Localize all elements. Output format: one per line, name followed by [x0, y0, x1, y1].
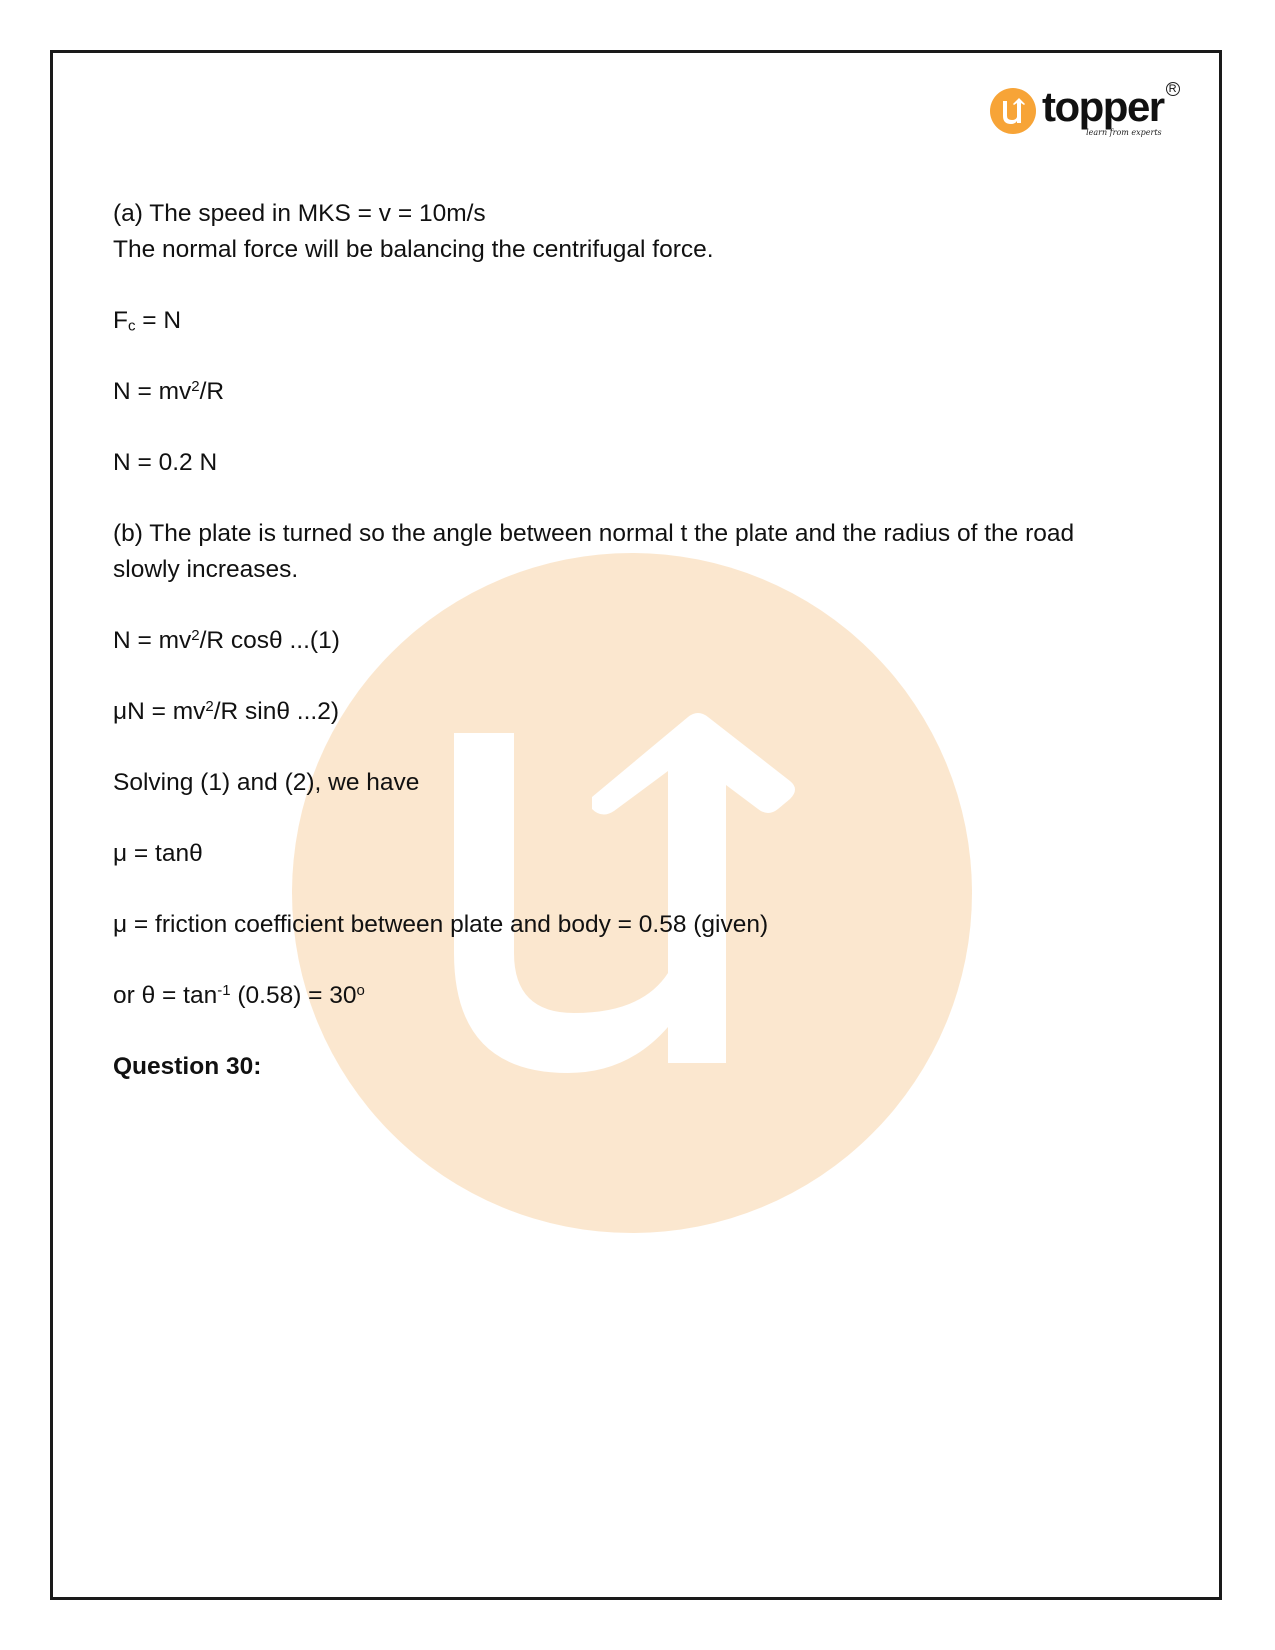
- topper-u-logo-icon: [990, 88, 1036, 134]
- logo-tagline: learn from experts: [1086, 128, 1162, 137]
- part-b-intro: (b) The plate is turned so the angle between normal t the plate and the radius of the road slowly increases.: [113, 520, 1075, 583]
- mu-definition-line: μ = friction coefficient between plate and body = 0.58 (given): [113, 911, 769, 938]
- theta-result-line: or $\theta = \tan^{-1} (0.58) = 30^o$: [113, 981, 365, 1009]
- solution-content: [113, 196, 1153, 1085]
- registered-mark: R: [1166, 82, 1180, 96]
- equation-fc: $F_c = N$: [113, 307, 182, 335]
- equation-2: $\mu N = mv^2/R$ sinθ ...2): [113, 697, 339, 725]
- equation-n-value: N = 0.2 N: [113, 449, 218, 476]
- question-30-heading: Question 30:: [113, 1053, 262, 1080]
- normal-force-line: The normal force will be balancing the centrifugal force.: [113, 236, 714, 263]
- speed-line: (a) The speed in MKS = v = 10m/s: [113, 200, 486, 227]
- equation-1: $N = mv^2/R$ cosθ ...(1): [113, 626, 340, 654]
- solving-line: Solving (1) and (2), we have: [113, 769, 420, 796]
- equation-n-mv2r: $N = mv^2/R$: [113, 377, 225, 405]
- topper-logo: [990, 84, 1190, 142]
- mu-tan-line: μ = tanθ: [113, 840, 203, 867]
- logo-wordmark: topper: [1042, 83, 1164, 130]
